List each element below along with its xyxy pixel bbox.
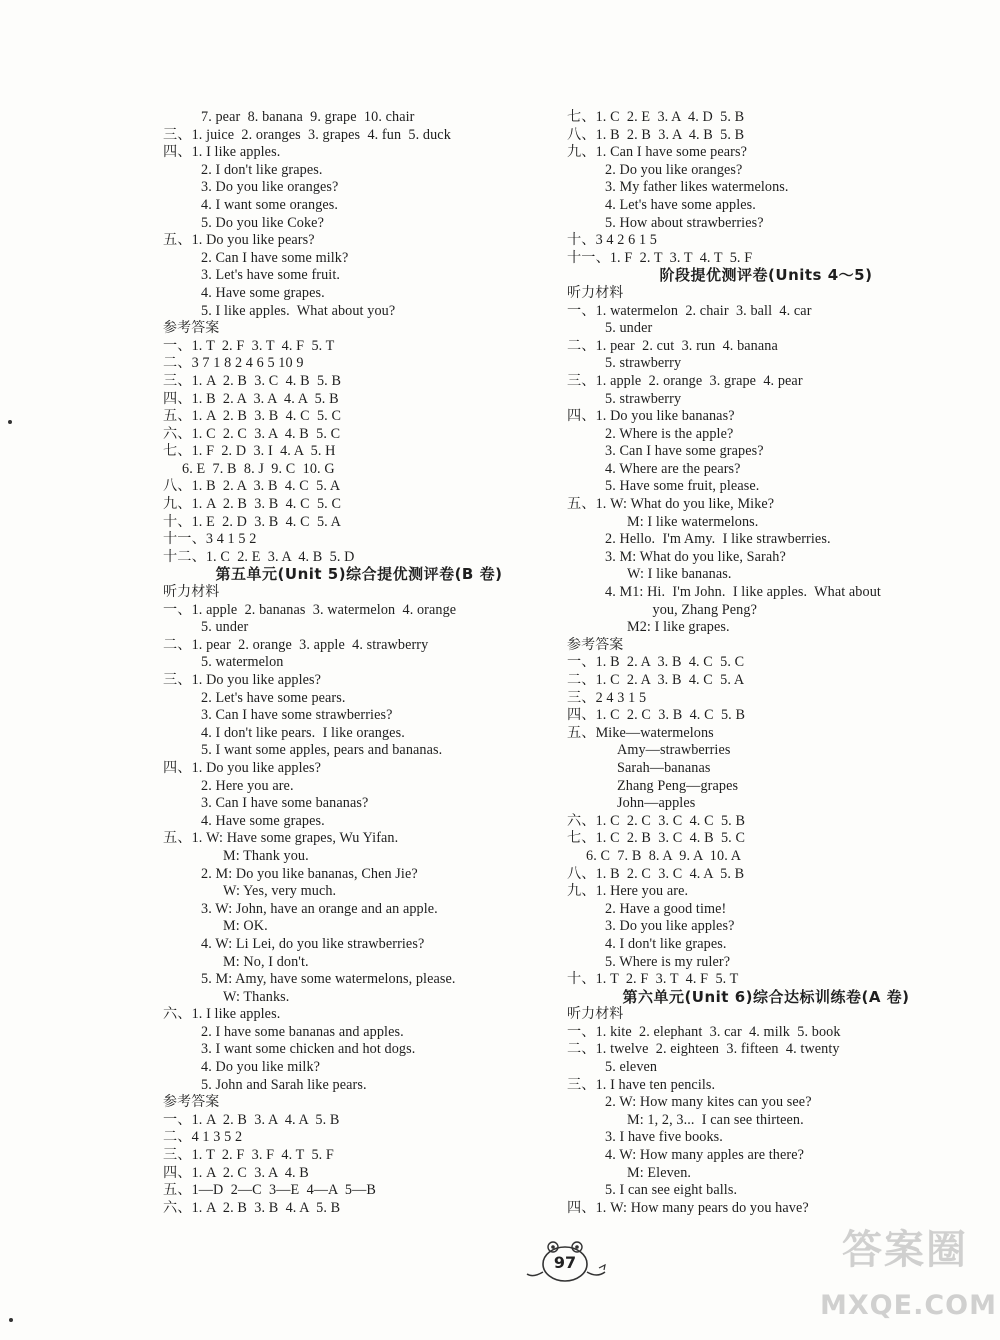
text-line: W: I like bananas. — [627, 566, 732, 583]
text-line: M: No, I don't. — [223, 953, 309, 970]
subsection-label: 参考答案 — [567, 636, 624, 653]
subsection-label: 听力材料 — [567, 284, 624, 301]
top-scan-smudge — [290, 4, 430, 10]
text-line: M: I like watermelons. — [627, 513, 759, 530]
text-line: 五、Mike—watermelons — [567, 724, 714, 741]
text-line: 三、1. I have ten pencils. — [567, 1076, 716, 1093]
text-line: 一、1. A 2. B 3. A 4. A 5. B — [163, 1111, 340, 1128]
text-line: you, Zhang Peng? — [627, 601, 757, 618]
text-line: M2: I like grapes. — [627, 619, 730, 636]
text-line: 4. I want some oranges. — [201, 196, 339, 213]
text-line: 四、1. Do you like apples? — [163, 759, 322, 776]
text-line: 2. Hello. I'm Amy. I like strawberries. — [605, 531, 831, 548]
text-line: M: OK. — [223, 918, 268, 935]
text-line: 二、1. pear 2. orange 3. apple 4. strawberry — [163, 636, 429, 653]
text-line: 十一、3 4 1 5 2 — [163, 531, 257, 548]
text-line: 5. strawberry — [605, 390, 682, 407]
text-line: 3. I have five books. — [605, 1129, 723, 1146]
text-line: 5. How about strawberries? — [605, 214, 764, 231]
text-line: Sarah—bananas — [617, 759, 711, 776]
text-line: 四、1. W: How many pears do you have? — [567, 1199, 809, 1216]
subsection-label: 听力材料 — [163, 584, 220, 601]
page-number-badge — [523, 1238, 609, 1284]
text-line: 三、1. juice 2. oranges 3. grapes 4. fun 5. duck — [163, 126, 451, 143]
text-line: 3. I want some chicken and hot dogs. — [201, 1041, 416, 1058]
text-line: 四、1. A 2. C 3. A 4. B — [163, 1164, 309, 1181]
text-line: M: Thank you. — [223, 847, 309, 864]
text-line: 十、3 4 2 6 1 5 — [567, 232, 657, 249]
text-line: 2. I don't like grapes. — [201, 161, 323, 178]
section-heading: 阶段提优测评卷(Units 4～5) — [659, 266, 873, 285]
text-line: 三、1. apple 2. orange 3. grape 4. pear — [567, 372, 803, 389]
text-line: 2. Do you like oranges? — [605, 161, 743, 178]
text-line: W: Thanks. — [223, 988, 290, 1005]
text-line: 三、1. A 2. B 3. C 4. B 5. B — [163, 372, 342, 389]
text-line: 2. Here you are. — [201, 777, 294, 794]
scan-dot — [9, 1318, 13, 1322]
text-line: 八、1. B 2. B 3. A 4. B 5. B — [567, 126, 745, 143]
text-line: Zhang Peng—grapes — [617, 777, 739, 794]
text-line: 3. Can I have some strawberries? — [201, 707, 393, 724]
text-line: 二、1. twelve 2. eighteen 3. fifteen 4. twenty — [567, 1041, 840, 1058]
text-line: 八、1. B 2. A 3. B 4. C 5. A — [163, 478, 341, 495]
text-line: 九、1. Here you are. — [567, 883, 689, 900]
text-line: 3. Let's have some fruit. — [201, 267, 341, 284]
text-line: 七、1. F 2. D 3. I 4. A 5. H — [163, 443, 336, 460]
subsection-label: 参考答案 — [163, 1094, 220, 1111]
text-line: 6. C 7. B 8. A 9. A 10. A — [586, 847, 742, 864]
text-line: 4. W: How many apples are there? — [605, 1147, 804, 1164]
text-line: 5. under — [201, 619, 249, 636]
text-line: 5. watermelon — [201, 654, 284, 671]
text-line: 六、1. C 2. C 3. A 4. B 5. C — [163, 425, 341, 442]
text-line: 5. under — [605, 320, 653, 337]
text-line: 五、1—D 2—C 3—E 4—A 5—B — [163, 1182, 376, 1199]
text-line: 7. pear 8. banana 9. grape 10. chair — [201, 109, 415, 125]
text-line: 3. Do you like apples? — [605, 918, 735, 935]
text-line: 七、1. C 2. B 3. C 4. B 5. C — [567, 830, 746, 847]
text-line: 二、3 7 1 8 2 4 6 5 10 9 — [163, 355, 304, 372]
text-line: 九、1. A 2. B 3. B 4. C 5. C — [163, 496, 342, 513]
text-line: 四、1. Do you like bananas? — [567, 408, 735, 425]
text-line: 三、1. T 2. F 3. F 4. T 5. F — [163, 1147, 334, 1164]
text-line: 二、4 1 3 5 2 — [163, 1129, 243, 1146]
text-line: 3. My father likes watermelons. — [605, 179, 789, 196]
text-line: 2. Have a good time! — [605, 900, 727, 917]
text-line: 6. E 7. B 8. J 9. C 10. G — [182, 460, 335, 477]
section-heading: 第六单元(Unit 6)综合达标训练卷(A 卷) — [622, 987, 910, 1006]
text-line: 4. M1: Hi. I'm John. I like apples. What about — [605, 584, 881, 601]
subsection-label: 参考答案 — [163, 320, 220, 337]
text-line: 十二、1. C 2. E 3. A 4. B 5. D — [163, 548, 355, 565]
text-line: 四、1. B 2. A 3. A 4. A 5. B — [163, 390, 339, 407]
text-line: 六、1. I like apples. — [163, 1006, 281, 1023]
text-line: 4. I don't like grapes. — [605, 935, 727, 952]
text-line: 一、1. kite 2. elephant 3. car 4. milk 5. book — [567, 1023, 841, 1040]
text-line: 3. Can I have some bananas? — [201, 795, 369, 812]
scan-dot — [8, 420, 12, 424]
left-column — [163, 109, 555, 1217]
text-line: 一、1. apple 2. bananas 3. watermelon 4. orange — [163, 601, 457, 618]
text-line: 九、1. Can I have some pears? — [567, 144, 747, 161]
text-line: 六、1. A 2. B 3. B 4. A 5. B — [163, 1199, 341, 1216]
text-line: 2. M: Do you like bananas, Chen Jie? — [201, 865, 418, 882]
text-line: Amy—strawberries — [617, 742, 731, 759]
text-line: 十一、1. F 2. T 3. T 4. T 5. F — [567, 249, 753, 266]
text-line: 二、1. pear 2. cut 3. run 4. banana — [567, 337, 778, 354]
text-line: 五、1. W: Have some grapes, Wu Yifan. — [163, 830, 399, 847]
section-heading: 第五单元(Unit 5)综合提优测评卷(B 卷) — [215, 565, 503, 584]
text-line: M: 1, 2, 3... I can see thirteen. — [627, 1111, 804, 1128]
text-line: M: Eleven. — [627, 1164, 692, 1181]
subsection-label: 听力材料 — [567, 1006, 624, 1023]
text-line: 五、1. A 2. B 3. B 4. C 5. C — [163, 408, 342, 425]
text-line: 4. I don't like pears. I like oranges. — [201, 724, 405, 741]
text-line: 三、1. Do you like apples? — [163, 672, 322, 688]
text-line: 3. Can I have some grapes? — [605, 443, 764, 460]
text-line: 五、1. W: What do you like, Mike? — [567, 496, 775, 513]
text-line: 4. W: Li Lei, do you like strawberries? — [201, 935, 425, 952]
text-line: 四、1. C 2. C 3. B 4. C 5. B — [567, 707, 746, 724]
text-line: 三、2 4 3 1 5 — [567, 689, 647, 706]
text-line: 2. I have some bananas and apples. — [201, 1023, 404, 1040]
text-line: 八、1. B 2. C 3. C 4. A 5. B — [567, 865, 745, 882]
text-line: 4. Let's have some apples. — [605, 196, 756, 213]
text-line: 3. W: John, have an orange and an apple. — [201, 900, 438, 917]
text-line: 4. Have some grapes. — [201, 284, 325, 301]
text-line: 5. Have some fruit, please. — [605, 478, 760, 495]
watermark-logo-text: 答案圈 — [842, 1227, 968, 1273]
text-line: John—apples — [617, 795, 696, 812]
text-line: W: Yes, very much. — [223, 883, 337, 900]
text-line: 5. Do you like Coke? — [201, 214, 324, 231]
text-line: 3. Do you like oranges? — [201, 179, 339, 196]
text-line: 4. Where are the pears? — [605, 460, 741, 477]
right-column — [567, 109, 965, 1217]
text-line: 4. Have some grapes. — [201, 812, 325, 829]
text-line: 5. strawberry — [605, 355, 682, 372]
text-line: 四、1. I like apples. — [163, 144, 281, 161]
text-line: 5. I want some apples, pears and bananas. — [201, 742, 443, 759]
text-line: 5. Where is my ruler? — [605, 953, 731, 970]
text-line: 4. Do you like milk? — [201, 1059, 321, 1076]
page-number: 97 — [553, 1253, 577, 1272]
text-line: 5. I like apples. What about you? — [201, 302, 396, 319]
text-line: 十、1. T 2. F 3. T 4. F 5. T — [567, 971, 739, 988]
text-line: 一、1. B 2. A 3. B 4. C 5. C — [567, 654, 745, 671]
text-line: 五、1. Do you like pears? — [163, 232, 315, 249]
text-line: 一、1. T 2. F 3. T 4. F 5. T — [163, 337, 335, 354]
text-line: 2. Let's have some pears. — [201, 689, 346, 706]
text-line: 5. John and Sarah like pears. — [201, 1076, 367, 1093]
text-line: 六、1. C 2. C 3. C 4. C 5. B — [567, 812, 746, 829]
text-line: 一、1. watermelon 2. chair 3. ball 4. car — [567, 302, 812, 319]
text-line: 七、1. C 2. E 3. A 4. D 5. B — [567, 109, 745, 125]
text-line: 5. M: Amy, have some watermelons, please. — [201, 971, 456, 988]
watermark — [820, 1210, 997, 1332]
text-line: 2. W: How many kites can you see? — [605, 1094, 812, 1111]
text-line: 5. eleven — [605, 1059, 658, 1076]
text-line: 2. Can I have some milk? — [201, 249, 349, 266]
text-line: 二、1. C 2. A 3. B 4. C 5. A — [567, 672, 745, 688]
text-line: 2. Where is the apple? — [605, 425, 734, 442]
text-line: 3. M: What do you like, Sarah? — [605, 548, 786, 565]
watermark-url: MXQE.COM — [820, 1290, 997, 1321]
text-line: 十、1. E 2. D 3. B 4. C 5. A — [163, 513, 341, 530]
text-line: 5. I can see eight balls. — [605, 1182, 738, 1199]
